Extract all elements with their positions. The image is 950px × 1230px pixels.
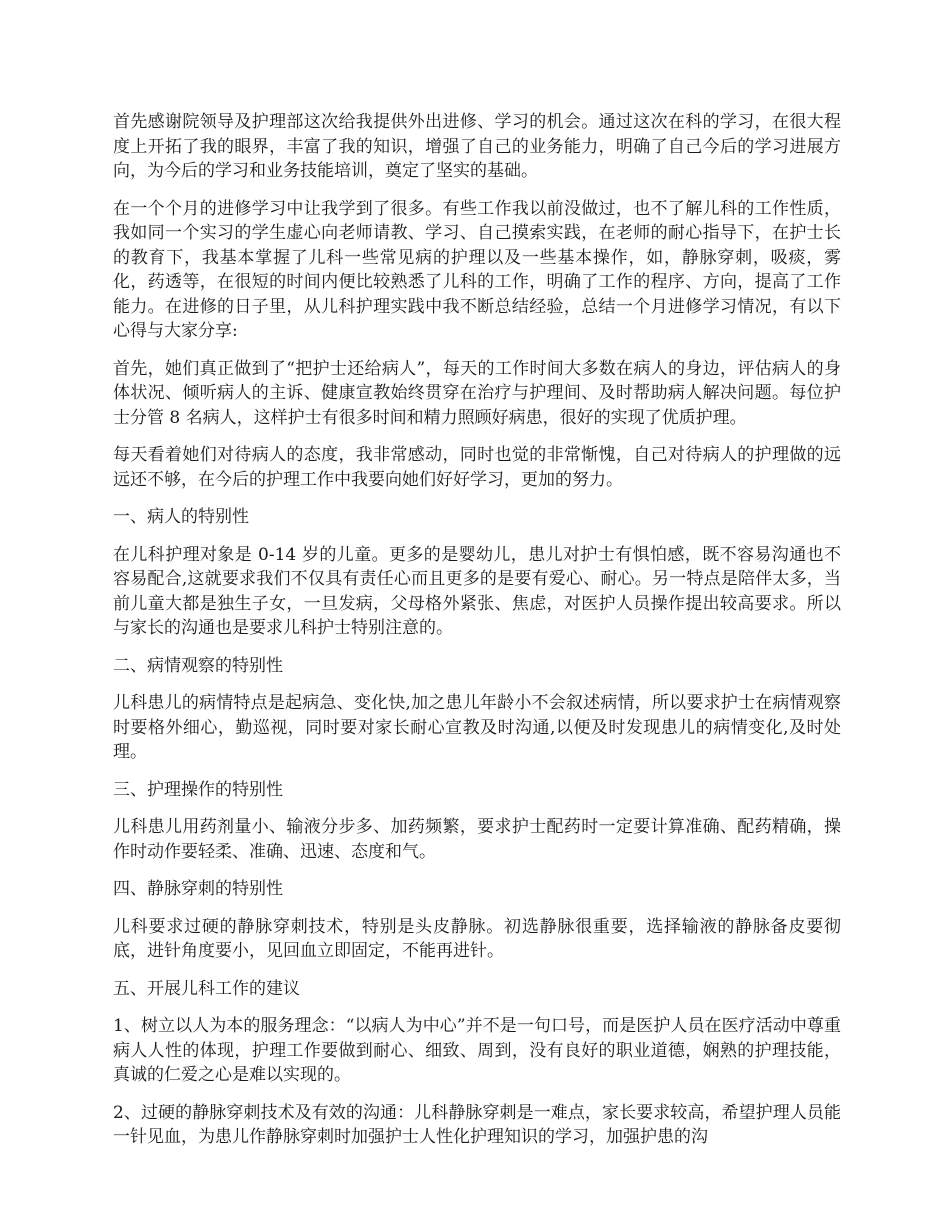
section-heading-suggestions: 五、开展儿科工作的建议 [113, 978, 300, 999]
paragraph-observation-specialty: 儿科患儿的病情特点是起病急、变化快,加之患儿年龄小不会叙述病情，所以要求护士在病情观察时要格外细心，勤巡视，同时要对家长耐心宣教及时沟通,以便及时发现患儿的病情变化,及时处理。 [113, 693, 841, 762]
paragraph-study-experience: 在一个个月的进修学习中让我学到了很多。有些工作我以前没做过，也不了解儿科的工作性质，我如同一个实习的学生虚心向老师请教、学习、自己摸索实践，在老师的耐心指导下，在护士长的教育下，我基本掌握了儿科一些常见病的护理以及一些基本操作，如，静脉穿刺，吸痰，雾化，药透等，在很短的时间内便比较熟悉了儿科的工作，明确了工作的程序、方向，提高了工作能力。在进修的日子里，从儿科护理实践中我不断总结经验，总结一个月进修学习情况，有以下心得与大家分享: [113, 198, 841, 341]
paragraph-reflection: 每天看着她们对待病人的态度，我非常感动，同时也觉的非常惭愧，自己对待病人的护理做的远远还不够，在今后的护理工作中我要向她们好好学习，更加的努力。 [113, 445, 841, 490]
paragraph-suggestion-2: 2、过硬的静脉穿刺技术及有效的沟通：儿科静脉穿刺是一难点，家长要求较高，希望护理人员能一针见血，为患儿作静脉穿刺时加强护士人性化护理知识的学习，加强护患的沟 [113, 1102, 841, 1147]
paragraph-operation-specialty: 儿科患儿用药剂量小、输液分步多、加药频繁，要求护士配药时一定要计算准确、配药精确，操作时动作要轻柔、准确、迅速、态度和气。 [113, 817, 841, 862]
paragraph-nurses-observation: 首先，她们真正做到了“把护士还给病人”，每天的工作时间大多数在病人的身边，评估病人的身体状况、倾听病人的主诉、健康宣教始终贯穿在治疗与护理间、及时帮助病人解决问题。每位护士分管 8 名病人，这样护士有很多时间和精力照顾好病患，很好的实现了优质护理。 [113, 358, 841, 428]
section-heading-observation-specialty: 二、病情观察的特别性 [113, 655, 283, 676]
paragraph-intro: 首先感谢院领导及护理部这次给我提供外出进修、学习的机会。通过这次在科的学习，在很大程度上开拓了我的眼界，丰富了我的知识，增强了自己的业务能力，明确了自己今后的学习进展方向，为今后的学习和业务技能培训，奠定了坚实的基础。 [113, 112, 841, 181]
document-body [113, 110, 841, 1163]
section-heading-venipuncture-specialty: 四、静脉穿刺的特别性 [113, 879, 283, 899]
paragraph-suggestion-1: 1、树立以人为本的服务理念：“以病人为中心”并不是一句口号，而是医护人员在医疗活动中尊重病人人性的体现，护理工作要做到耐心、细致、周到，没有良好的职业道德，娴熟的护理技能，真诚的仁爱之心是难以实现的。 [113, 1016, 841, 1085]
paragraph-patient-specialty: 在儿科护理对象是 0-14 岁的儿童。更多的是婴幼儿，患儿对护士有惧怕感，既不容易沟通也不容易配合,这就要求我们不仅具有责任心而且更多的是要有爱心、耐心。另一特点是陪伴太多，当前儿童大都是独生子女，一旦发病，父母格外紧张、焦虑，对医护人员操作提出较高要求。所以与家长的沟通也是要求儿科护士特别注意的。 [113, 544, 841, 638]
section-heading-patient-specialty: 一、病人的特别性 [113, 507, 249, 527]
section-heading-operation-specialty: 三、护理操作的特别性 [113, 779, 283, 800]
paragraph-venipuncture-specialty: 儿科要求过硬的静脉穿刺技术，特别是头皮静脉。初选静脉很重要，选择输液的静脉备皮要彻底，进针角度要小，见回血立即固定，不能再进针。 [113, 916, 841, 961]
